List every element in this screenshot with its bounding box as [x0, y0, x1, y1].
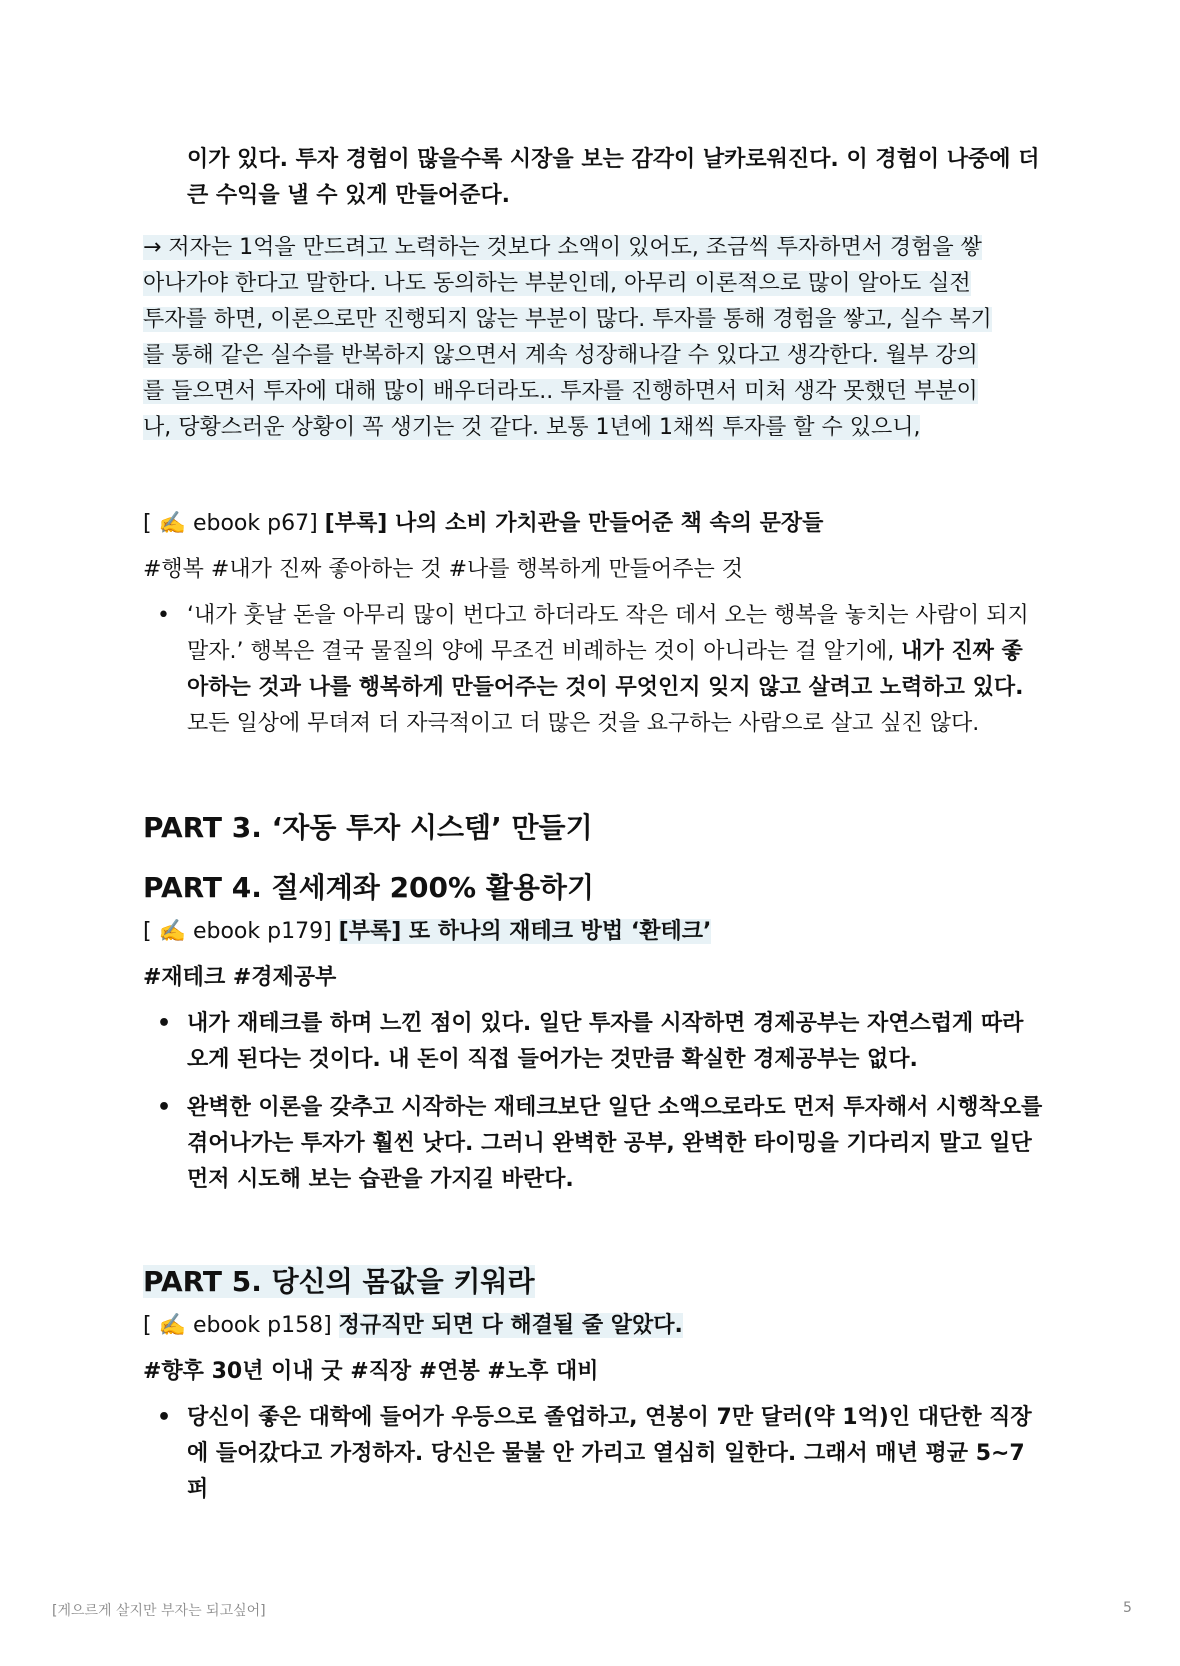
ref-title: [부록] 나의 소비 가치관을 만들어준 책 속의 문장들 — [324, 511, 824, 536]
section-ebook-p158 — [143, 1308, 1043, 1508]
bullet-list — [143, 1006, 1043, 1198]
bullet-list — [143, 1400, 1043, 1508]
bullet-dot: • — [157, 1011, 172, 1036]
bullet-text-bold: 내가 진짜 좋아하는 것과 나를 행복하게 만들어주는 것이 무엇인지 잊지 않고 살려고 노력하고 있다. — [187, 639, 1024, 700]
section-ref-line — [143, 506, 1043, 542]
tags-line: #행복 #내가 진짜 좋아하는 것 #나를 행복하게 만들어주는 것 — [143, 557, 744, 582]
bullet-text-normal: ‘내가 훗날 돈을 아무리 많이 번다고 하더라도 작은 데서 오는 행복을 놓치는 사람이 되지 말자.’ 행복은 결국 물질의 양에 무조건 비례하는 것이 아니라는 걸 알기에, — [187, 603, 1029, 664]
bullet-text-normal-end: 모든 일상에 무뎌져 더 자극적이고 더 많은 것을 요구하는 사람으로 살고 싶진 않다. — [187, 711, 980, 736]
list-item — [143, 1400, 1043, 1508]
page-content — [143, 142, 1043, 1508]
bullet-dot: • — [157, 1095, 172, 1120]
bullet-dot: • — [157, 1405, 172, 1430]
commentary-paragraph — [143, 230, 993, 446]
bullet-text: 당신이 좋은 대학에 들어가 우등으로 졸업하고, 연봉이 7만 달러(약 1억)인 대단한 직장에 들어갔다고 가정하자. 당신은 물불 안 가리고 열심히 일한다. 그래서 매년 평균 5~7퍼 — [187, 1405, 1032, 1502]
part-5-heading — [143, 1262, 1043, 1302]
tags-line: #향후 30년 이내 굿 #직장 #연봉 #노후 대비 — [143, 1359, 599, 1384]
ref-prefix: [ ✍️ ebook p67] — [143, 511, 318, 536]
part-4-heading: PART 4. 절세계좌 200% 활용하기 — [143, 871, 595, 904]
ref-title: 정규직만 되면 다 해결될 줄 알았다. — [338, 1313, 683, 1338]
list-item — [143, 1090, 1043, 1198]
bullet-list — [143, 598, 1043, 742]
top-quote-continuation — [143, 142, 1043, 214]
part-3-heading: PART 3. ‘자동 투자 시스템’ 만들기 — [143, 811, 593, 844]
ref-prefix: [ ✍️ ebook p179] — [143, 919, 332, 944]
list-item — [143, 598, 1043, 742]
bullet-text: 완벽한 이론을 갖추고 시작하는 재테크보단 일단 소액으로라도 먼저 투자해서 시행착오를 겪어나가는 투자가 훨씬 낫다. 그러니 완벽한 공부, 완벽한 타이밍을 기다리지 말고 일단 먼저 시도해 보는 습관을 가지길 바란다. — [187, 1095, 1043, 1192]
ref-prefix: [ ✍️ ebook p158] — [143, 1313, 332, 1338]
section-ref-line — [143, 1308, 1043, 1344]
tags-line: #재테크 #경제공부 — [143, 965, 337, 990]
section-ref-line — [143, 914, 1043, 950]
ref-title: [부록] 또 하나의 재테크 방법 ‘환테크’ — [338, 919, 712, 944]
footer-document-title: [게으르게 살지만 부자는 되고싶어] — [52, 1603, 266, 1619]
section-ebook-p67 — [143, 506, 1043, 742]
bullet-dot: • — [157, 603, 170, 628]
top-quote-line-2: 큰 수익을 낼 수 있게 만들어준다. — [187, 183, 510, 208]
part-5-heading-text: PART 5. 당신의 몸값을 키워라 — [143, 1265, 535, 1298]
list-item — [143, 1006, 1043, 1078]
bullet-text: 내가 재테크를 하며 느낀 점이 있다. 일단 투자를 시작하면 경제공부는 자연스럽게 따라오게 된다는 것이다. 내 돈이 직접 들어가는 것만큼 확실한 경제공부는 없다. — [187, 1011, 1024, 1072]
footer-page-number: 5 — [1123, 1600, 1132, 1616]
section-ebook-p179 — [143, 914, 1043, 1198]
top-quote-line-1: 이가 있다. 투자 경험이 많을수록 시장을 보는 감각이 날카로워진다. 이 경험이 나중에 더 — [187, 147, 1040, 172]
commentary-highlight: → 저자는 1억을 만드려고 노력하는 것보다 소액이 있어도, 조금씩 투자하면서 경험을 쌓아나가야 한다고 말한다. 나도 동의하는 부분인데, 아무리 이론적으로 많이 알아도 실전 투자를 하면, 이론으로만 진행되지 않는 부분이 많다. 투자를 통해 경험을 쌓고, 실수 복기를 통해 같은 실수를 반복하지 않으면서 계속 성장해나갈 수 있다고 생각한다. 월부 강의를 들으면서 투자에 대해 많이 배우더라도.. 투자를 진행하면서 미처 생각 못했던 부분이나, 당황스러운 상황이 꼭 생기는 것 같다. 보통 1년에 1채씩 투자를 할 수 있으니, — [143, 235, 992, 440]
